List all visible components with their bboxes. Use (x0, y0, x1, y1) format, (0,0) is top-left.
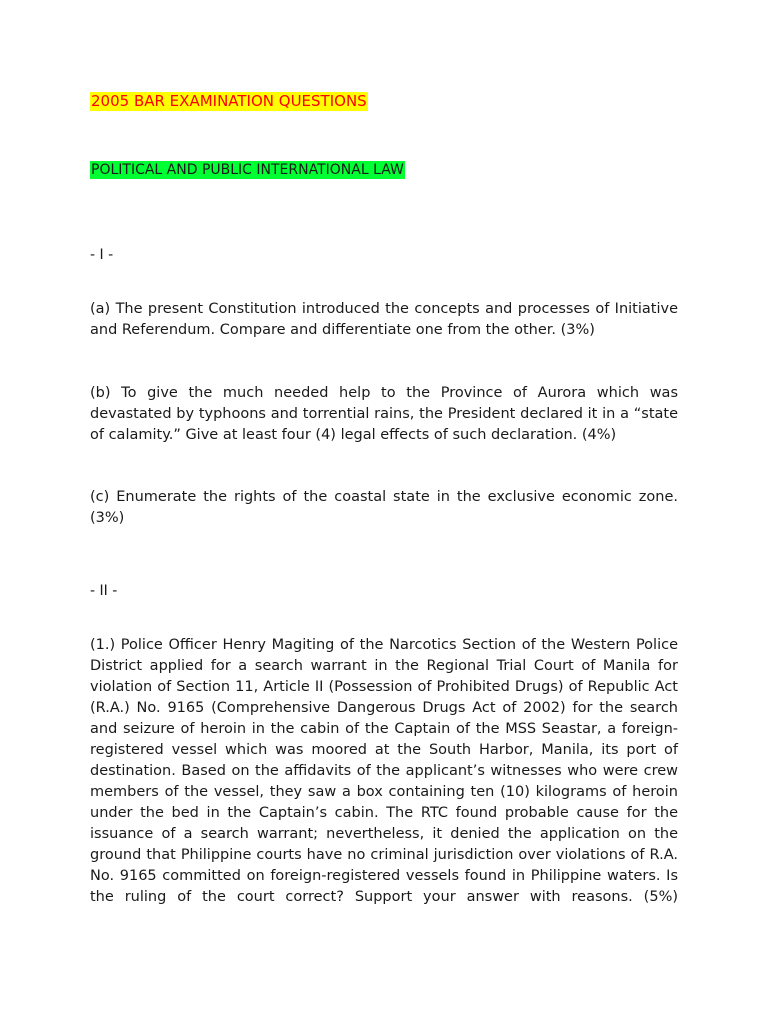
section-heading-1: - I - (90, 247, 114, 263)
question-1c: (c) Enumerate the rights of the coastal state in the exclusive economic zone. (3%) (90, 489, 678, 526)
document-title: 2005 BAR EXAMINATION QUESTIONS (91, 92, 367, 110)
document-subtitle: POLITICAL AND PUBLIC INTERNATIONAL LAW (91, 162, 404, 178)
section-heading-2: - II - (90, 583, 118, 599)
question-1b: (b) To give the much needed help to the Province of Aurora which was devastated by typhoons and torrential rains, the President declared it in a “state of calamity.” Give at least four (4) legal effects of such declaration. (4%) (90, 385, 678, 443)
question-1a: (a) The present Constitution introduced the concepts and processes of Initiative and Referendum. Compare and differentiate one from the other. (3%) (90, 301, 678, 338)
question-2-1: (1.) Police Officer Henry Magiting of the Narcotics Section of the Western Police District applied for a search warrant in the Regional Trial Court of Manila for violation of Section 11, Article II (Possession of Prohibited Drugs) of Republic Act (R.A.) No. 9165 (Comprehensive Dangerous Drugs Act of 2002) for the search and seizure of heroin in the cabin of the Captain of the MSS Seastar, a foreign-registered vessel which was moored at the South Harbor, Manila, its port of destination. Based on the affidavits of the applicant’s witnesses who were crew members of the vessel, they saw a box containing ten (10) kilograms of heroin under the bed in the Captain’s cabin. The RTC found probable cause for the issuance of a search warrant; nevertheless, it denied the application on the ground that Philippine courts have no criminal jurisdiction over violations of R.A. No. 9165 committed on foreign-registered vessels found in Philippine waters. Is the ruling of the court correct? Support your answer with reasons. (5%) (90, 637, 678, 905)
